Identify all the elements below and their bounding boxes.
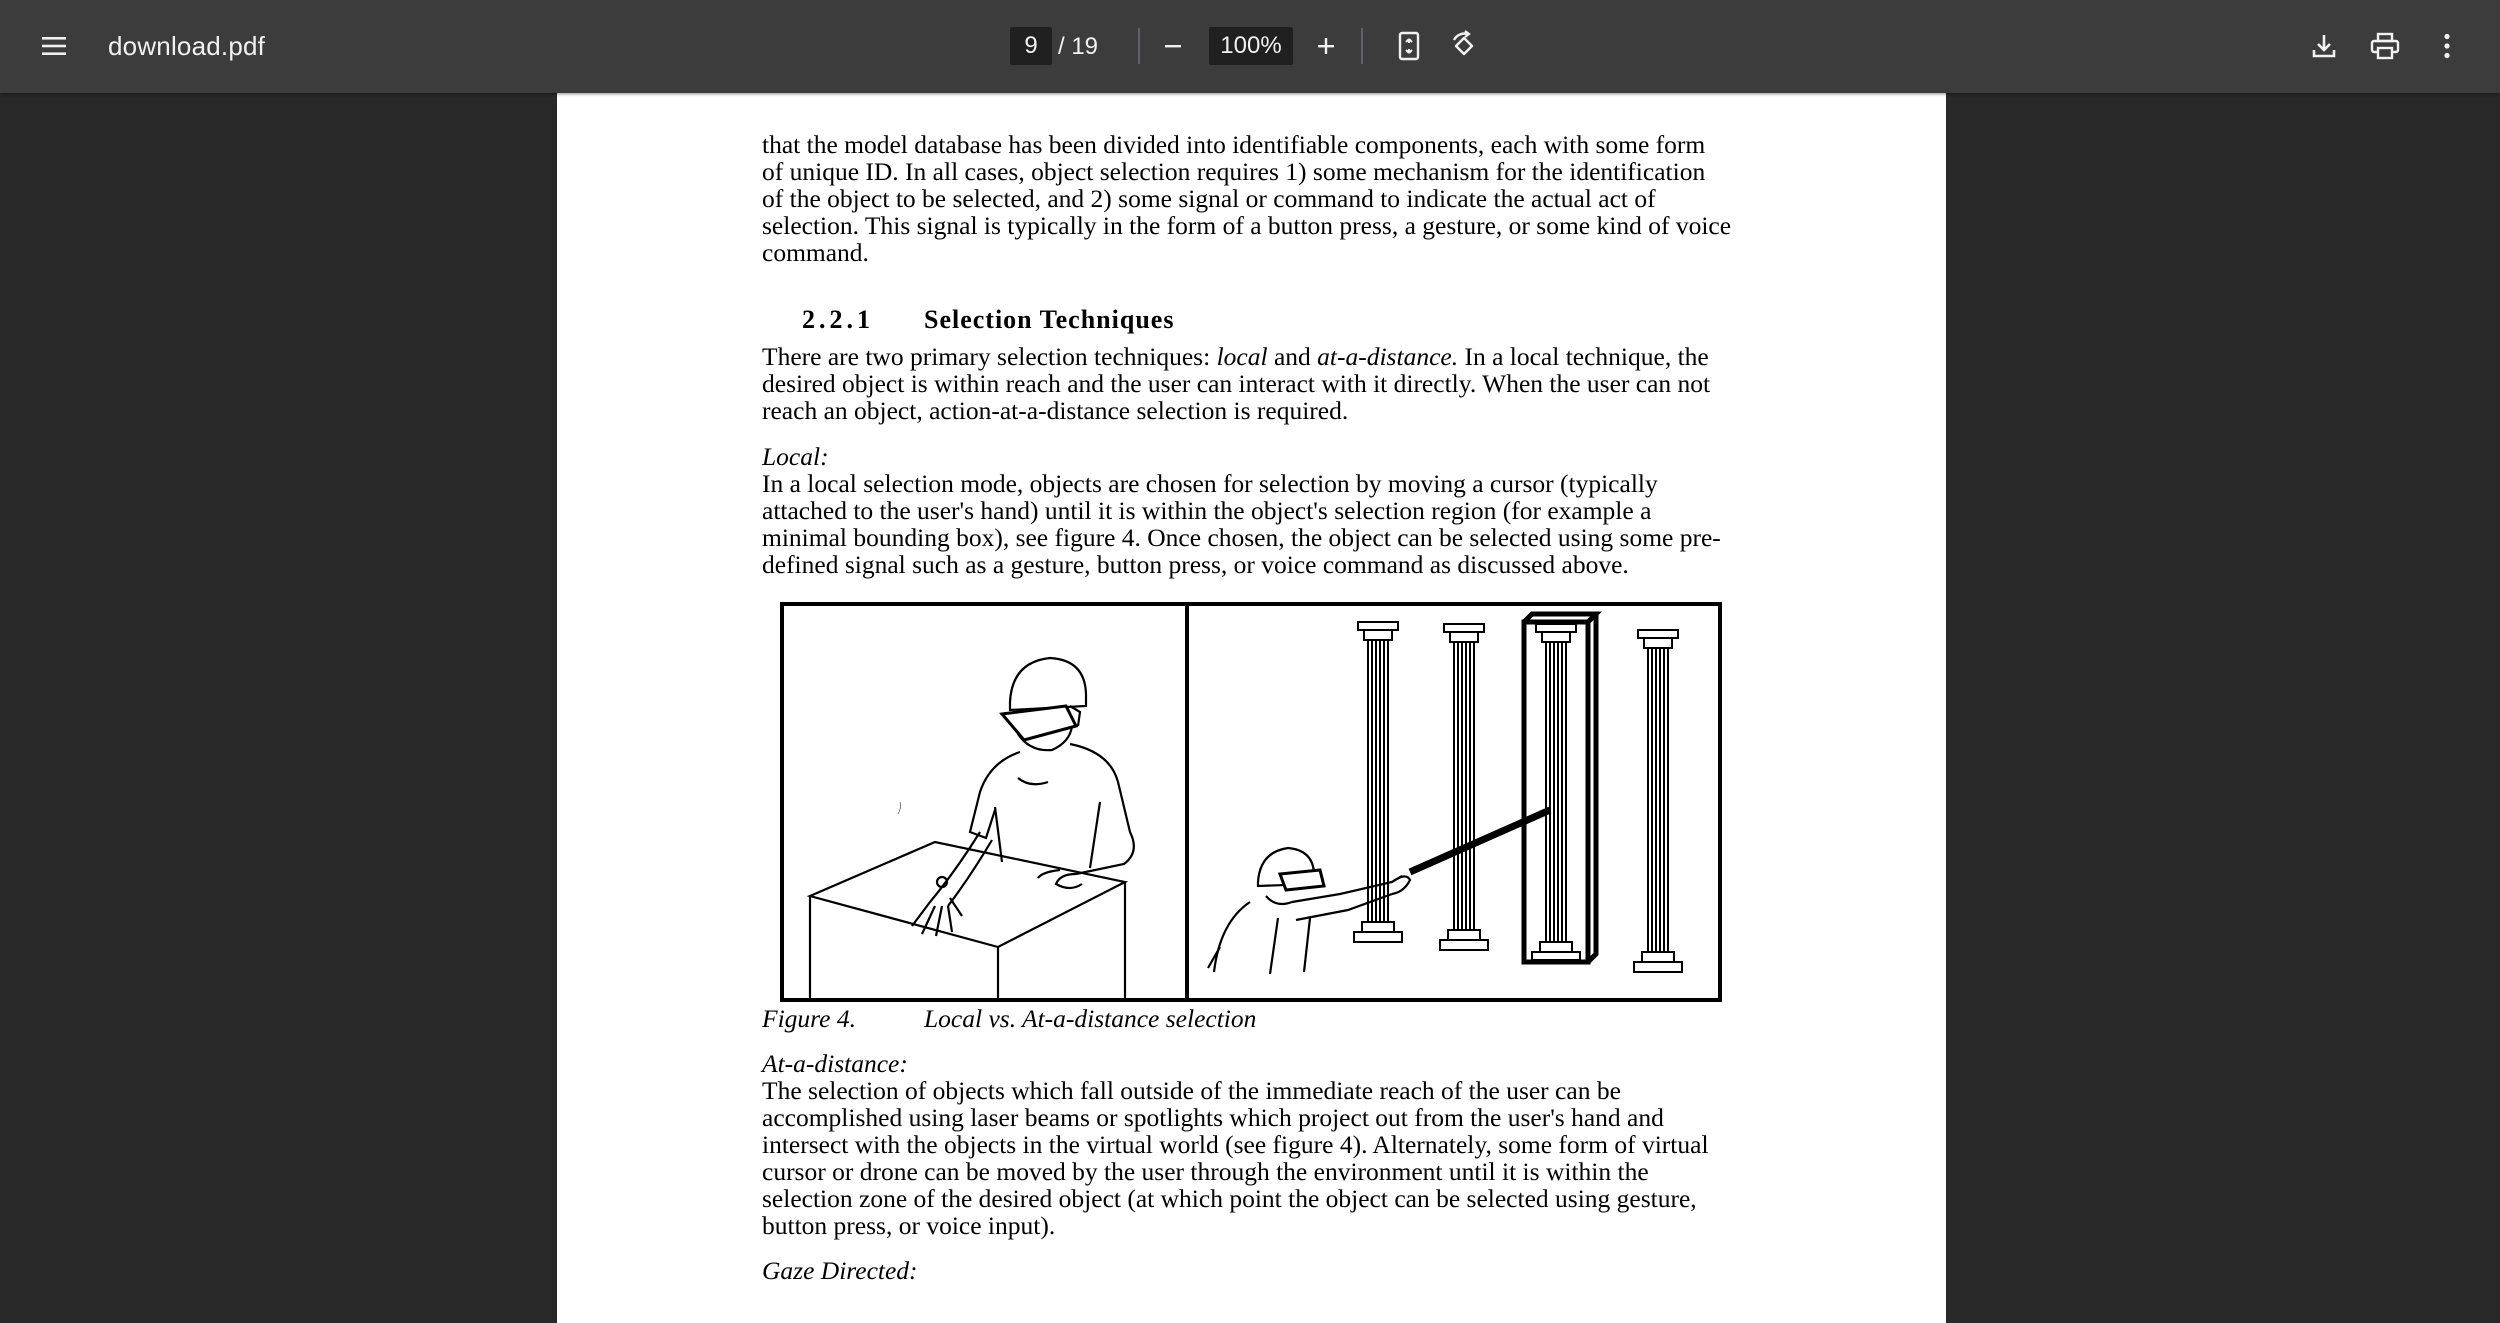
rotate-icon [1448,30,1480,62]
fit-to-page-icon [1397,31,1421,61]
at-a-distance-subheading: At-a-distance: [762,1049,908,1078]
figure-caption [762,1004,1256,1034]
local-subheading: Local: [762,442,829,471]
zoom-level-input[interactable] [1209,27,1293,65]
pdf-page [557,93,1946,1323]
zoom-out-button[interactable] [1145,18,1201,74]
emphasis-local: local [1216,342,1268,371]
figure-caption-text: Local vs. At-a-distance selection [924,1004,1257,1033]
total-pages-label: / 19 [1058,33,1099,60]
paragraph-text: In a local technique, the desired object is within reach and the user can interact with it directly. When the user can not reach an object, action-at-a-distance selection is required. [762,342,1711,425]
section-heading [802,305,1174,335]
print-icon [2370,32,2400,60]
download-icon [2311,32,2337,60]
toolbar-divider [1361,28,1363,64]
at-a-distance-section [762,1050,1732,1239]
toolbar-divider [1138,28,1140,64]
gaze-directed-subheading: Gaze Directed: [762,1256,918,1285]
paragraph-intro [762,131,1732,266]
plus-icon [1315,35,1337,57]
paragraph-text: and [1267,342,1318,371]
section-title: Selection Techniques [924,305,1175,334]
rotate-button[interactable] [1436,18,1492,74]
local-paragraph: In a local selection mode, objects are chosen for selection by moving a cursor (typically attached to the user's hand) until it is within the object's selection region (for example a minimal bounding box), see figure 4. Once chosen, the object can be selected using some pre-defined signal such as a gesture, button press, or voice command as discussed above. [762,469,1721,579]
pdf-toolbar [0,0,2500,93]
figure-4-illustration [780,602,1722,1002]
download-button[interactable] [2296,18,2352,74]
paragraph-techniques [762,343,1732,424]
more-vert-icon [2443,33,2451,59]
hamburger-menu-icon[interactable] [26,18,82,74]
zoom-in-button[interactable] [1298,18,1354,74]
fit-to-page-button[interactable] [1381,18,1437,74]
section-number: 2.2.1 [802,305,874,334]
current-page-input[interactable] [1010,27,1052,65]
document-title: download.pdf [108,31,266,61]
minus-icon [1162,35,1184,57]
at-a-distance-paragraph: The selection of objects which fall outside of the immediate reach of the user can be accomplished using laser beams or spotlights which project out from the user's hand and intersect with the objects in the virtual world (see figure 4). Alternately, some form of virtual cursor or drone can be moved by the user through the environment until it is within the selection zone of the desired object (at which point the object can be selected using gesture, button press, or voice input). [762,1076,1709,1240]
paragraph-text: There are two primary selection techniques: [762,342,1217,371]
print-button[interactable] [2357,18,2413,74]
more-options-button[interactable] [2419,18,2475,74]
figure-label: Figure 4. [762,1004,856,1033]
paragraph-intro-text: that the model database has been divided into identifiable components, each with some form of unique ID. In all cases, object selection requires 1) some mechanism for the identification of the object to be selected, and 2) some signal or command to indicate the actual act of selection. This signal is typically in the form of a button press, a gesture, or some kind of voice command. [762,130,1732,267]
emphasis-at-a-distance: at-a-distance. [1317,342,1459,371]
local-section [762,443,1732,578]
